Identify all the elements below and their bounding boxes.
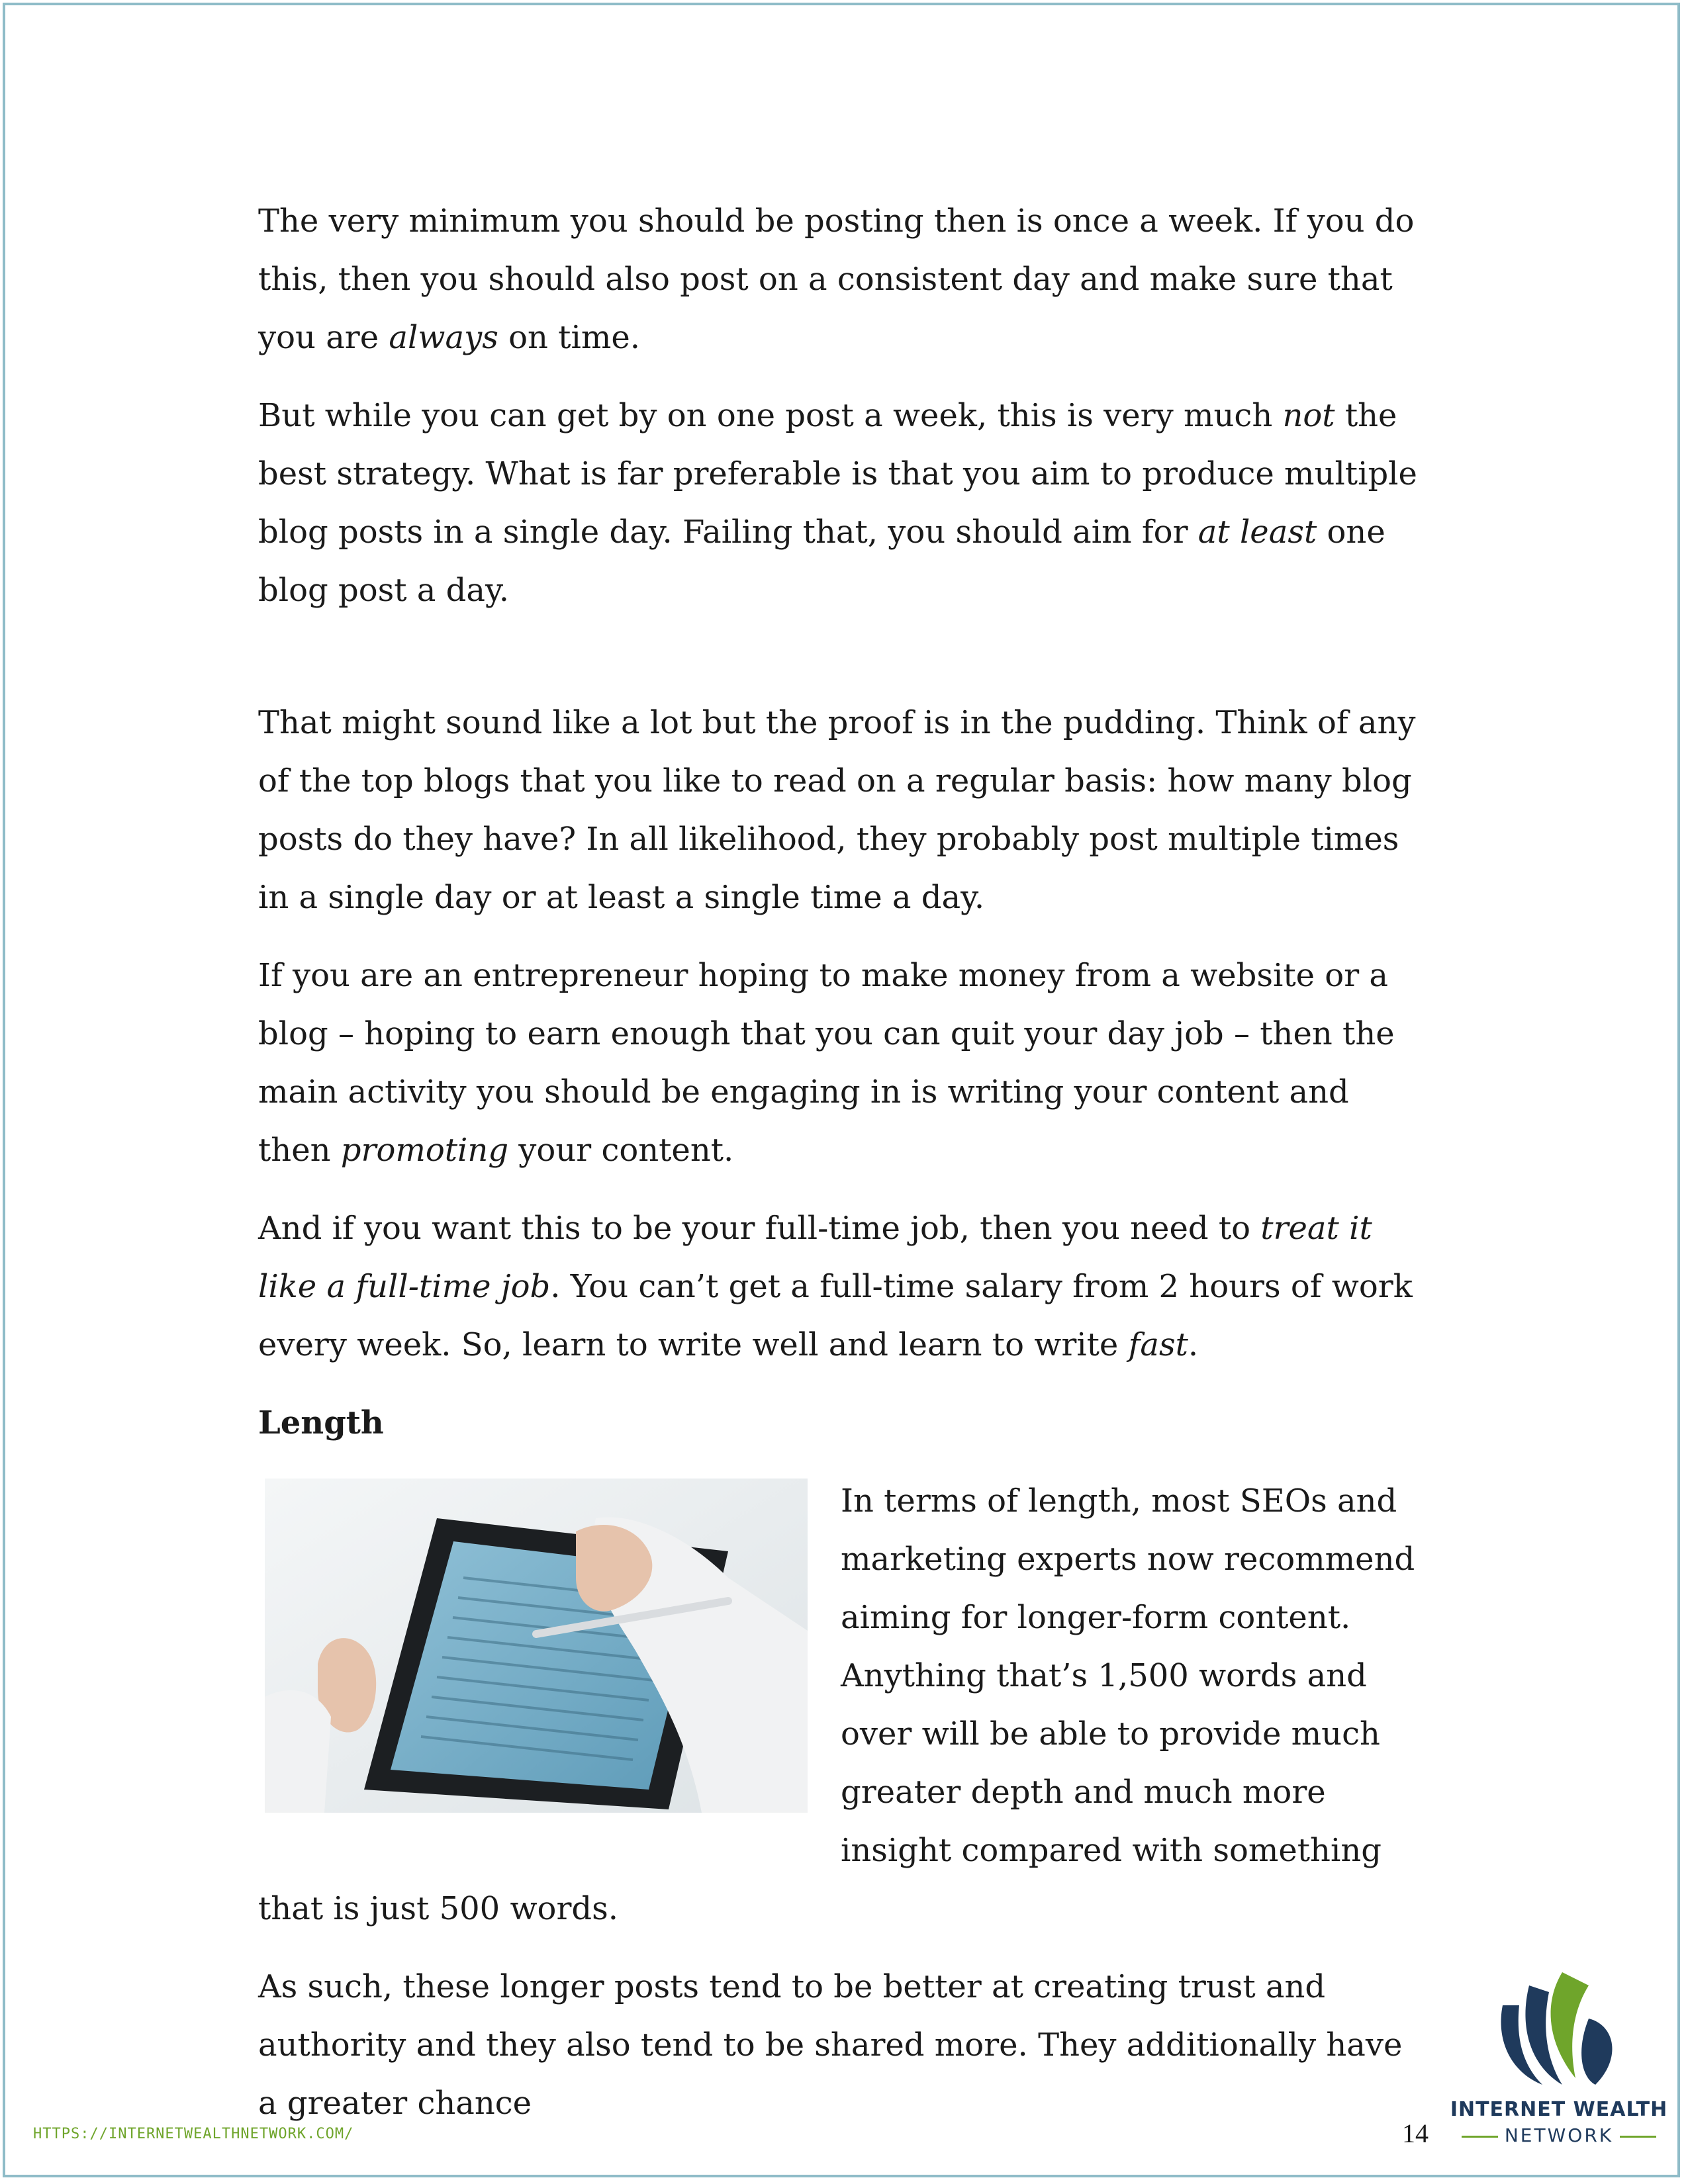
paragraph-text: . bbox=[1188, 1326, 1199, 1363]
logo-rule bbox=[1620, 2136, 1656, 2138]
paragraph bbox=[258, 192, 1423, 367]
emphasis-text: always bbox=[389, 319, 498, 356]
company-logo bbox=[1450, 1966, 1668, 2158]
paragraph: In terms of length, most SEOs and marketing experts now recommend aiming for longer-form content. Anything that’s 1,500 words and over will be able to provide much greater depth and much more insight compared with something that is just 500 words. bbox=[258, 1482, 1415, 1927]
paragraph bbox=[258, 1199, 1423, 1374]
footer-url[interactable]: HTTPS://INTERNETWEALTHNETWORK.COM/ bbox=[33, 2126, 354, 2142]
paragraph-text: If you are an entrepreneur hoping to make money from a website or a blog – hoping to earn enough that you can quit your day job – then the main activity you should be engaging in is writing your content and then bbox=[258, 957, 1395, 1169]
paragraph-text: . You can’t get a full-time salary from 2 hours of work every week. So, learn to write well and learn to write bbox=[258, 1268, 1413, 1363]
tablet-writing-image bbox=[265, 1479, 808, 1813]
paragraph-text: The very minimum you should be posting then is once a week. If you do this, then you should also post on a consistent day and make sure that you are bbox=[258, 203, 1415, 356]
paragraph-text: the best strategy. What is far preferable is that you aim to produce multiple blog posts in a single day. Failing that, you should aim for bbox=[258, 397, 1417, 551]
logo-text-line2 bbox=[1450, 2124, 1668, 2146]
paragraph bbox=[258, 387, 1423, 619]
logo-mark-icon bbox=[1489, 1966, 1622, 2091]
paragraph-text: But while you can get by on one post a week, this is very much bbox=[258, 397, 1283, 434]
emphasis-text: promoting bbox=[340, 1132, 509, 1169]
figure-with-text bbox=[258, 1472, 1423, 1958]
logo-text-line1: INTERNET WEALTH bbox=[1450, 2098, 1668, 2121]
emphasis-text: fast bbox=[1128, 1326, 1188, 1363]
paragraph: That might sound like a lot but the proof is in the pudding. Think of any of the top blogs that you like to read on a regular basis: how many blog posts do they have? In all likelihood, they probably post multiple times in a single day or at least a single time a day. bbox=[258, 704, 1416, 916]
section-heading: Length bbox=[258, 1404, 384, 1441]
paragraph: As such, these longer posts tend to be better at creating trust and authority and they also tend to be shared more. They additionally have a greater chance bbox=[258, 1968, 1403, 2122]
paragraph-text: one blog post a day. bbox=[258, 514, 1385, 609]
paragraph-text: your content. bbox=[508, 1132, 734, 1169]
logo-rule bbox=[1462, 2136, 1498, 2138]
page-number: 14 bbox=[1402, 2118, 1429, 2148]
paragraph-text: on time. bbox=[498, 319, 640, 356]
document-body bbox=[258, 192, 1423, 2152]
emphasis-text: not bbox=[1282, 397, 1335, 434]
emphasis-text: at least bbox=[1197, 514, 1317, 551]
emphasis-text: treat it like a full-time job bbox=[258, 1210, 1372, 1305]
paragraph-text: And if you want this to be your full-time job, then you need to bbox=[258, 1210, 1261, 1247]
paragraph bbox=[258, 946, 1423, 1179]
logo-text: NETWORK bbox=[1504, 2124, 1614, 2146]
